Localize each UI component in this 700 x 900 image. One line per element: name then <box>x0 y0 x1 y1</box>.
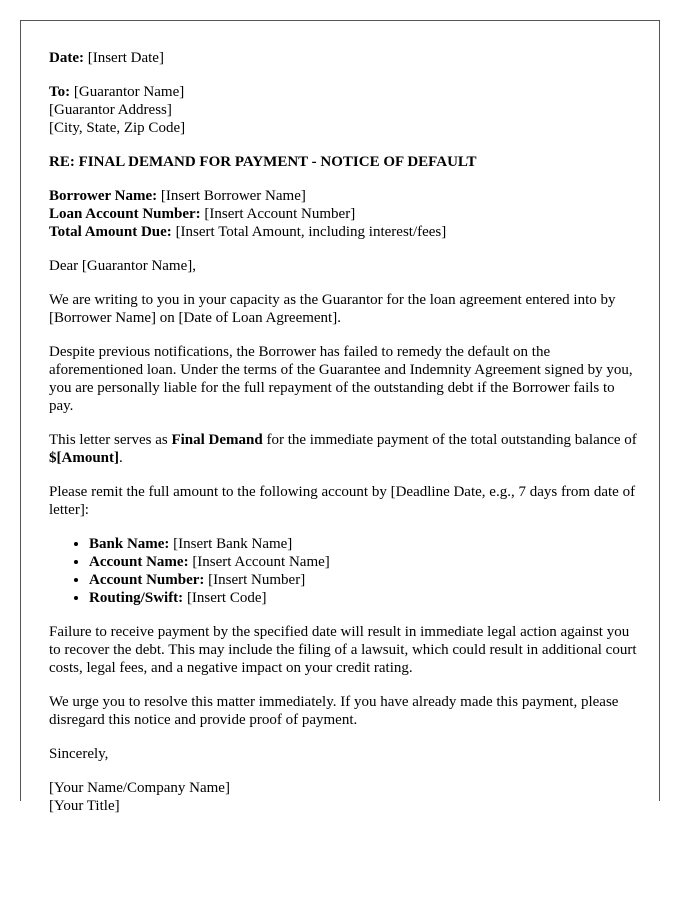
bank-name-value: [Insert Bank Name] <box>169 536 293 552</box>
signature-name: [Your Name/Company Name] <box>49 780 230 796</box>
amount-placeholder: $[Amount] <box>49 450 119 466</box>
amount-value: [Insert Total Amount, including interest/fees] <box>171 224 447 240</box>
subject-line <box>49 153 639 171</box>
letter-page <box>20 20 660 814</box>
list-item-account-number <box>89 571 639 589</box>
date-label: Date: <box>49 50 84 66</box>
recipient-name: [Guarantor Name] <box>70 84 185 100</box>
final-demand-before: This letter serves as <box>49 432 172 448</box>
closing: Sincerely, <box>49 746 109 762</box>
account-number-value: [Insert Number] <box>204 572 306 588</box>
paragraph-capacity: We are writing to you in your capacity as the Guarantor for the loan agreement entered into by [Borrower Name] on [Date of Loan Agreement]. <box>49 292 616 326</box>
account-line <box>49 205 639 223</box>
final-demand-after: . <box>119 450 123 466</box>
recipient-label: To: <box>49 84 71 100</box>
recipient-city: [City, State, Zip Code] <box>49 120 186 136</box>
signature-block <box>49 779 639 815</box>
final-demand-middle: for the immediate payment of the total outstanding balance of <box>262 432 637 448</box>
date-line <box>49 49 639 67</box>
bank-name-label: Bank Name: <box>89 536 170 552</box>
account-name-label: Account Name: <box>89 554 189 570</box>
list-item-account-name <box>89 553 639 571</box>
list-item-bank-name <box>89 535 639 553</box>
borrower-value: [Insert Borrower Name] <box>157 188 306 204</box>
account-label: Loan Account Number: <box>49 206 201 222</box>
borrower-line <box>49 187 639 205</box>
subject-text: RE: FINAL DEMAND FOR PAYMENT - NOTICE OF DEFAULT <box>49 154 477 170</box>
recipient-address: [Guarantor Address] <box>49 102 172 118</box>
salutation: Dear [Guarantor Name], <box>49 258 197 274</box>
paragraph-final-demand <box>49 431 639 467</box>
amount-label: Total Amount Due: <box>49 224 172 240</box>
list-item-routing <box>89 589 639 607</box>
borrower-label: Borrower Name: <box>49 188 158 204</box>
account-number-label: Account Number: <box>89 572 205 588</box>
letter-content <box>49 49 639 831</box>
loan-details <box>49 187 639 241</box>
amount-line <box>49 223 639 241</box>
routing-value: [Insert Code] <box>183 590 267 606</box>
account-value: [Insert Account Number] <box>200 206 356 222</box>
signature-title: [Your Title] <box>49 798 120 814</box>
account-name-value: [Insert Account Name] <box>188 554 330 570</box>
bank-details-list <box>49 535 639 607</box>
paragraph-remit: Please remit the full amount to the following account by [Deadline Date, e.g., 7 days from date of letter]: <box>49 484 636 518</box>
recipient-block <box>49 83 639 137</box>
recipient-name-line <box>49 83 639 101</box>
date-value: [Insert Date] <box>83 50 164 66</box>
paragraph-default: Despite previous notifications, the Borrower has failed to remedy the default on the aforementioned loan. Under the terms of the Guarantee and Indemnity Agreement signed by you, you are personally liable for the full repayment of the outstanding debt if the Borrower fails to pay. <box>49 344 633 414</box>
routing-label: Routing/Swift: <box>89 590 184 606</box>
final-demand-bold: Final Demand <box>171 432 263 448</box>
paragraph-consequences: Failure to receive payment by the specified date will result in immediate legal action against you to recover the debt. This may include the filing of a lawsuit, which could result in additional court costs, legal fees, and a negative impact on your credit rating. <box>49 624 637 676</box>
paragraph-resolve: We urge you to resolve this matter immediately. If you have already made this payment, please disregard this notice and provide proof of payment. <box>49 694 619 728</box>
